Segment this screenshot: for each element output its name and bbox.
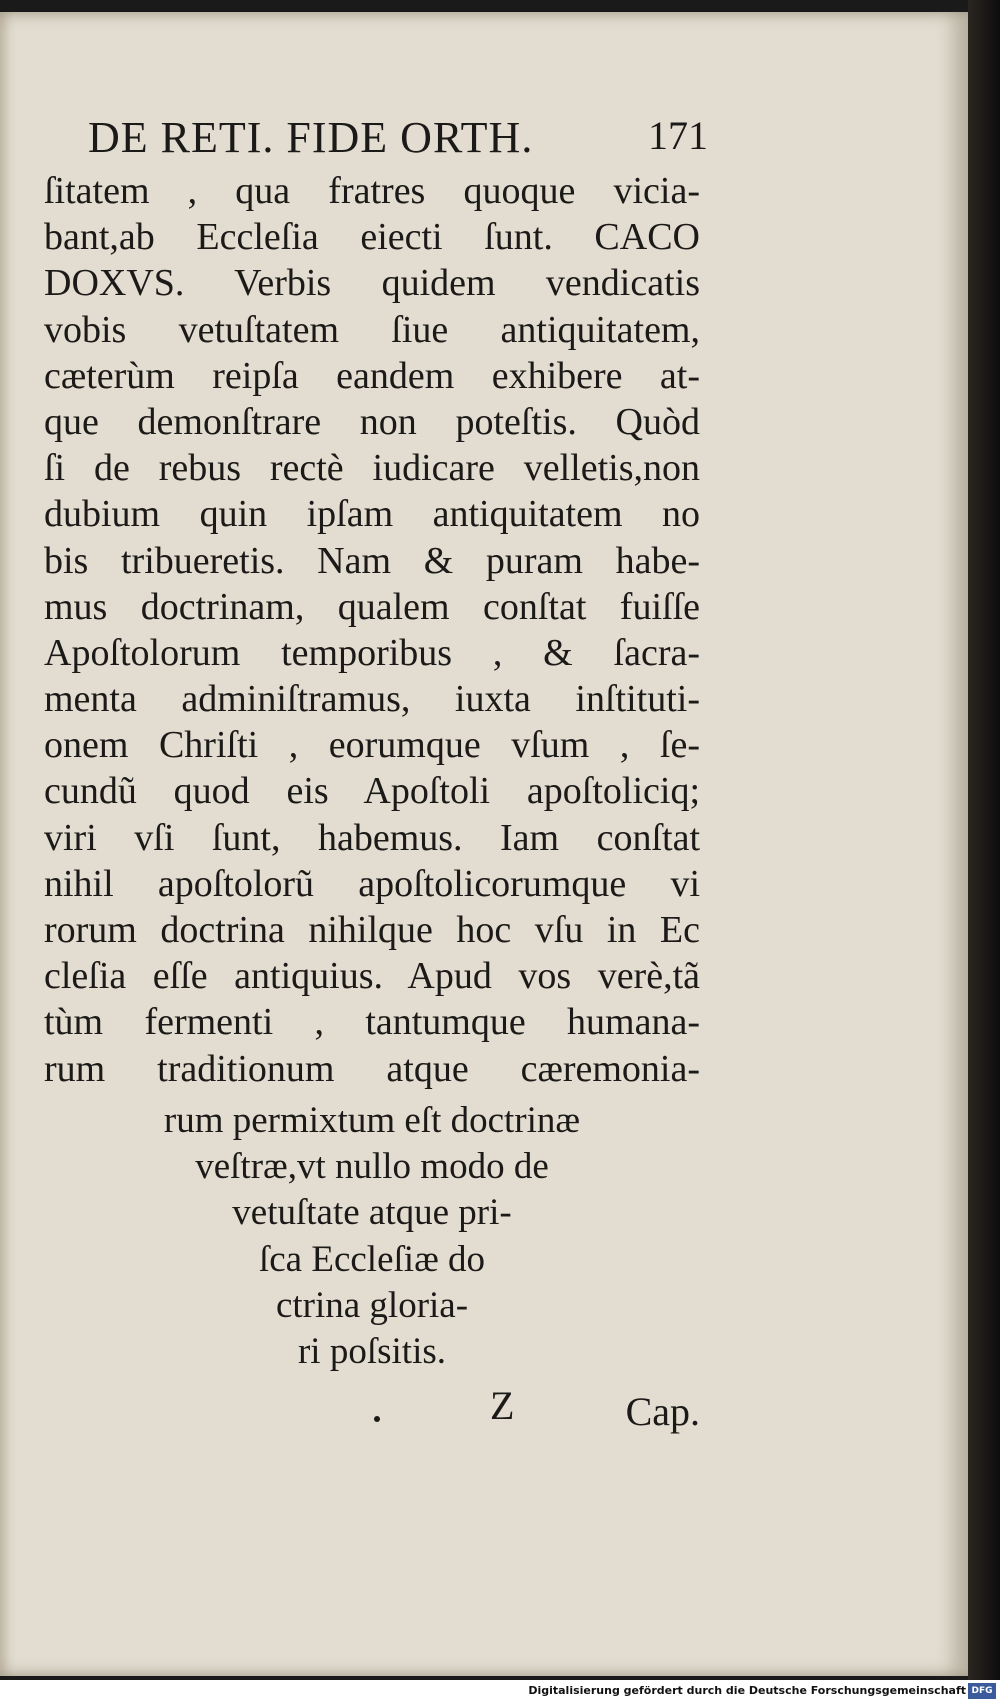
scan-edge [968,0,1000,1684]
text-line: nihil apoſtolorũ apoſtolicorumque vi [44,862,700,905]
tail-line: rum permixtum eſt doctrinæ [163,1100,581,1141]
tail-line: ri poſsitis. [297,1330,447,1372]
text-line: cæterùm reipſa eandem exhibere at- [44,354,700,397]
text-line: vobis vetuſtatem ſiue antiquitatem, [44,308,700,351]
text-line: DOXVS. Verbis quidem vendicatis [44,262,700,305]
dfg-logo: DFG [968,1683,996,1699]
tail-line: ctrina gloria- [275,1284,469,1326]
page-footer [44,1382,700,1432]
text-line: que demonſtrare non poteſtis. Quòd [44,400,700,443]
text-line: mus doctrinam, qualem conſtat fuiſſe [44,585,700,628]
book-page [0,12,968,1676]
text-line: rorum doctrina nihilque hoc vſu in Ec [44,909,700,951]
text-line: Apoſtolorum temporibus , & ſacra- [44,631,700,674]
text-line: rum traditionum atque cæremonia- [44,1047,700,1090]
text-line: bant,ab Eccleſia eiecti ſunt. CACO [44,216,700,259]
running-head: DE RETI. FIDE ORTH. [88,113,534,162]
signature-mark: Z [490,1383,515,1428]
page-header [88,112,708,172]
tail-line: veſtræ,vt nullo modo de [195,1146,549,1188]
body-text [44,168,700,1092]
text-line: tùm fermenti , tantumque humana- [44,1001,700,1044]
tailpiece-text [44,1098,700,1375]
text-line: ſitatem , qua fratres quoque vicia- [44,170,700,212]
page-number: 171 [648,113,708,158]
text-line: menta adminiſtramus, iuxta inſtituti- [44,678,700,721]
text-line: ſi de rebus rectè iudicare velletis,non [44,447,700,490]
text-line: viri vſi ſunt, habemus. Iam conſtat [44,816,700,859]
catchword: Cap. [625,1389,700,1434]
ink-mark [374,1416,380,1422]
tail-line: ſca Eccleſiæ do [258,1238,485,1280]
text-line: cleſia eſſe antiquius. Apud vos verè,tã [44,955,700,998]
digitization-banner [0,1680,1000,1704]
text-line: cundũ quod eis Apoſtoli apoſtoliciq; [44,770,700,813]
tail-line: vetuſtate atque pri- [232,1192,512,1234]
text-line: bis tribueretis. Nam & puram habe- [44,539,700,582]
text-line: dubium quin ipſam antiquitatem no [44,493,700,536]
funding-credit: Digitalisierung gefördert durch die Deutsche Forschungsgemeinschaft [528,1684,966,1697]
text-line: onem Chriſti , eorumque vſum , ſe- [44,724,700,767]
